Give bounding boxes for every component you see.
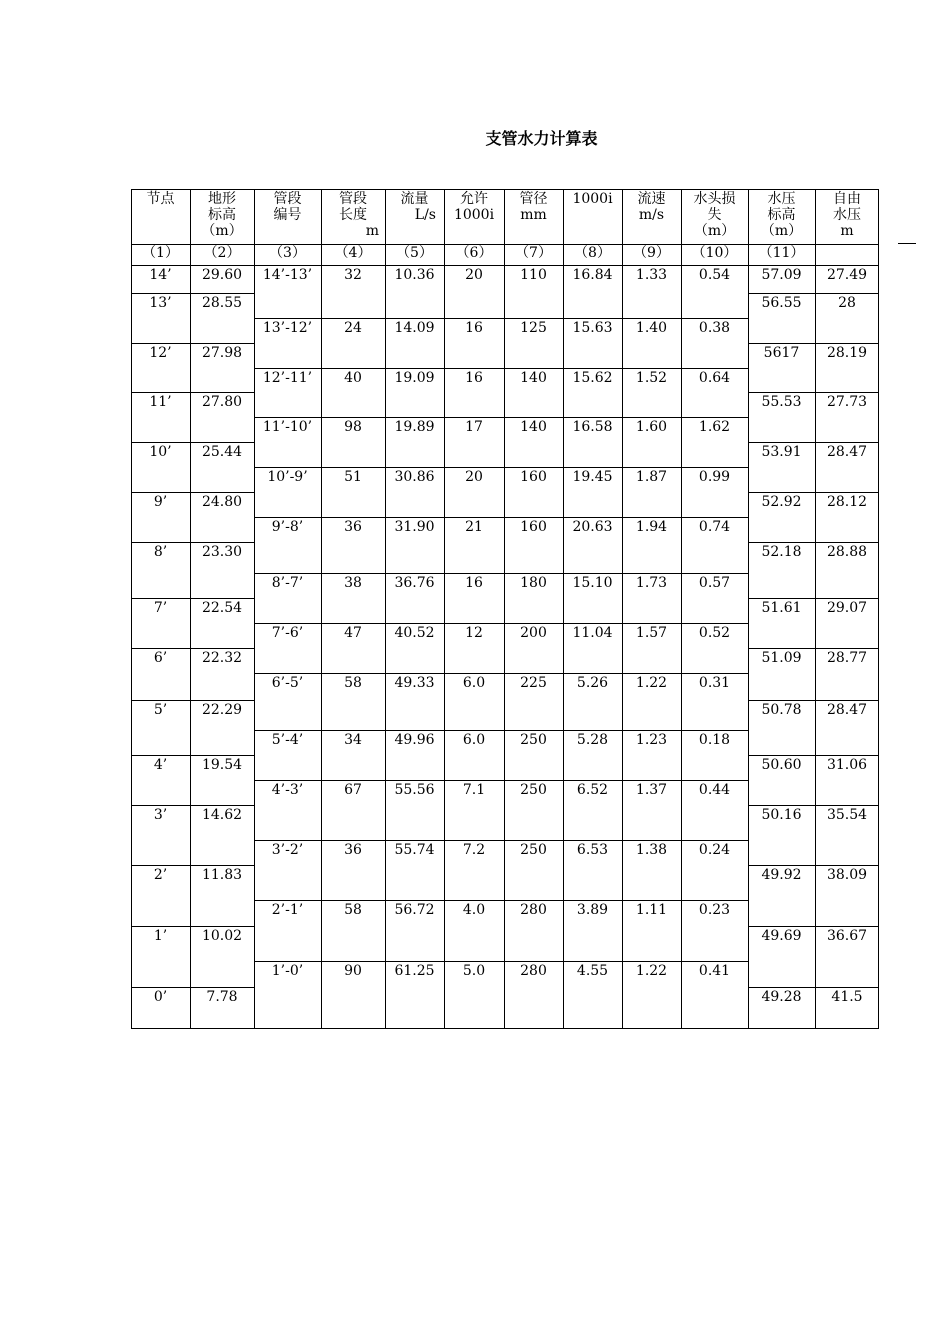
column-header-line: 节点: [146, 191, 175, 207]
column-number: （5）: [396, 245, 433, 261]
col-number-rule: [131, 265, 879, 266]
column-header-line: L/s: [414, 207, 436, 223]
pipe-diameter: 125: [520, 320, 547, 336]
column-header-line: 水头损: [693, 191, 736, 207]
column-number: （4）: [334, 245, 372, 261]
node-id: 12’: [149, 345, 172, 361]
column-header-line: 地形: [208, 191, 236, 207]
node-row-rule: [748, 865, 879, 866]
velocity: 1.40: [635, 320, 668, 336]
column-number: （8）: [574, 245, 611, 261]
segment-length: 36: [344, 842, 362, 858]
segment-id: 3’-2’: [271, 842, 304, 858]
ground-elevation: 14.62: [201, 807, 243, 823]
segment-length: 67: [344, 782, 362, 798]
velocity: 1.87: [635, 469, 668, 485]
node-id: 13’: [149, 295, 172, 311]
velocity: 1.37: [635, 782, 668, 798]
pipe-diameter: 280: [520, 963, 547, 979]
pipe-diameter: 280: [520, 902, 547, 918]
column-header: [815, 191, 879, 239]
segment-length: 47: [344, 625, 362, 641]
column-header-line: 1000i: [453, 207, 495, 223]
column-header-line: 长度: [339, 207, 367, 223]
node-id: 14’: [149, 267, 172, 283]
column-header: [321, 191, 385, 239]
1000i-value: 16.58: [572, 419, 613, 435]
node-row-rule: [131, 987, 254, 988]
hydraulic-table: [131, 189, 879, 1029]
allowed-1000i: 16: [465, 320, 483, 336]
node-id: 10’: [149, 444, 172, 460]
ground-elevation: 23.30: [201, 544, 243, 560]
node-row-rule: [748, 926, 879, 927]
segment-length: 58: [344, 675, 362, 691]
column-number: （2）: [203, 245, 241, 261]
segment-row-rule: [254, 780, 748, 781]
head-loss: 0.74: [698, 519, 731, 535]
ground-elevation: 27.98: [201, 345, 243, 361]
flow-rate: 19.09: [394, 370, 435, 386]
free-pressure: 29.07: [826, 600, 868, 616]
flow-rate: 19.89: [394, 419, 435, 435]
free-pressure: 27.49: [826, 267, 868, 283]
free-pressure: 31.06: [826, 757, 868, 773]
column-header-line: 流速: [637, 191, 666, 207]
free-pressure: 28.12: [826, 494, 868, 510]
flow-rate: 49.33: [394, 675, 435, 691]
node-id: 11’: [149, 394, 172, 410]
column-header-line: 失: [707, 207, 722, 223]
allowed-1000i: 7.1: [462, 782, 486, 798]
velocity: 1.52: [635, 370, 668, 386]
free-pressure: 28: [838, 295, 856, 311]
segment-row-rule: [254, 623, 748, 624]
segment-id: 11’-10’: [262, 419, 313, 435]
pipe-diameter: 250: [520, 732, 547, 748]
free-pressure: 28.88: [826, 544, 868, 560]
column-header-line: 编号: [273, 207, 302, 223]
node-row-rule: [748, 442, 879, 443]
column-header: [444, 191, 504, 223]
margin-dash: [898, 243, 916, 244]
pressure-head: 49.92: [761, 867, 802, 883]
pressure-head: 56.55: [761, 295, 802, 311]
segment-id: 6’-5’: [271, 675, 304, 691]
node-id: 8’: [153, 544, 168, 560]
column-header-line: mm: [520, 207, 547, 223]
head-loss: 0.18: [698, 732, 731, 748]
ground-elevation: 19.54: [201, 757, 243, 773]
node-row-rule: [131, 343, 254, 344]
free-pressure: 28.47: [826, 702, 868, 718]
pressure-head: 50.16: [761, 807, 802, 823]
velocity: 1.22: [635, 675, 668, 691]
velocity: 1.60: [635, 419, 668, 435]
column-number: （3）: [269, 245, 306, 261]
free-pressure: 28.19: [826, 345, 868, 361]
segment-length: 24: [344, 320, 362, 336]
ground-elevation: 27.80: [201, 394, 243, 410]
head-loss: 0.24: [698, 842, 731, 858]
page-title: 支管水力计算表: [485, 129, 598, 148]
node-row-rule: [748, 805, 879, 806]
node-row-rule: [131, 865, 254, 866]
pipe-diameter: 250: [520, 782, 547, 798]
allowed-1000i: 20: [465, 469, 483, 485]
node-row-rule: [131, 805, 254, 806]
ground-elevation: 10.02: [201, 928, 243, 944]
column-number: （1）: [142, 245, 179, 261]
node-id: 1’: [153, 928, 168, 944]
column-header: [254, 191, 321, 223]
column-header-line: 管径: [519, 191, 548, 207]
allowed-1000i: 6.0: [462, 675, 486, 691]
flow-rate: 49.96: [394, 732, 435, 748]
head-loss: 0.52: [698, 625, 731, 641]
1000i-value: 19.45: [572, 469, 613, 485]
ground-elevation: 28.55: [201, 295, 243, 311]
head-loss: 0.31: [698, 675, 731, 691]
flow-rate: 56.72: [394, 902, 435, 918]
segment-row-rule: [254, 467, 748, 468]
segment-length: 36: [344, 519, 362, 535]
segment-row-rule: [254, 573, 748, 574]
column-header: [748, 191, 815, 239]
pressure-head: 49.28: [761, 989, 802, 1005]
column-header: [190, 191, 254, 239]
ground-elevation: 24.80: [201, 494, 243, 510]
free-pressure: 41.5: [831, 989, 863, 1005]
pressure-head: 49.69: [761, 928, 802, 944]
node-row-rule: [131, 392, 254, 393]
segment-length: 34: [344, 732, 362, 748]
segment-id: 8’-7’: [271, 575, 304, 591]
free-pressure: 36.67: [826, 928, 868, 944]
column-header-line: （m）: [760, 223, 803, 239]
segment-length: 98: [344, 419, 362, 435]
head-loss: 0.41: [698, 963, 731, 979]
segment-id: 10’-9’: [267, 469, 308, 485]
node-row-rule: [131, 492, 254, 493]
segment-id: 2’-1’: [271, 902, 304, 918]
column-header-line: 管段: [273, 191, 302, 207]
velocity: 1.22: [635, 963, 668, 979]
column-header: [563, 191, 622, 207]
column-header-line: 标高: [767, 207, 796, 223]
segment-length: 40: [344, 370, 362, 386]
segment-id: 1’-0’: [271, 963, 304, 979]
segment-row-rule: [254, 961, 748, 962]
allowed-1000i: 21: [465, 519, 483, 535]
pressure-head: 5617: [763, 345, 800, 361]
segment-row-rule: [254, 517, 748, 518]
column-header-line: 流量: [400, 191, 429, 207]
column-header: [622, 191, 681, 223]
column-header-line: （m）: [693, 223, 736, 239]
column-header-line: 允许: [460, 191, 488, 207]
allowed-1000i: 12: [465, 625, 483, 641]
pipe-diameter: 140: [520, 370, 547, 386]
head-loss: 0.44: [698, 782, 731, 798]
pressure-head: 51.61: [761, 600, 802, 616]
segment-id: 7’-6’: [271, 625, 304, 641]
segment-length: 90: [344, 963, 362, 979]
segment-row-rule: [254, 368, 748, 369]
segment-id: 14’-13’: [262, 267, 313, 283]
column-header-line: 标高: [208, 207, 236, 223]
head-loss: 0.38: [698, 320, 731, 336]
column-header: [504, 191, 563, 223]
1000i-value: 5.28: [576, 732, 609, 748]
allowed-1000i: 7.2: [462, 842, 486, 858]
ground-elevation: 29.60: [201, 267, 243, 283]
node-id: 4’: [153, 757, 168, 773]
node-row-rule: [131, 598, 254, 599]
allowed-1000i: 16: [465, 575, 483, 591]
segment-row-rule: [254, 673, 748, 674]
segment-row-rule: [254, 730, 748, 731]
head-loss: 0.57: [698, 575, 731, 591]
pressure-head: 52.92: [761, 494, 802, 510]
column-header: [681, 191, 748, 239]
pipe-diameter: 110: [520, 267, 547, 283]
1000i-value: 3.89: [576, 902, 609, 918]
flow-rate: 31.90: [394, 519, 435, 535]
column-number: （9）: [633, 245, 670, 261]
ground-elevation: 7.78: [206, 989, 238, 1005]
column-number: （6）: [455, 245, 493, 261]
1000i-value: 4.55: [576, 963, 609, 979]
node-row-rule: [131, 755, 254, 756]
allowed-1000i: 17: [465, 419, 483, 435]
node-id: 5’: [153, 702, 168, 718]
table-border-top: [131, 189, 879, 190]
segment-id: 13’-12’: [262, 320, 313, 336]
free-pressure: 27.73: [826, 394, 868, 410]
ground-elevation: 25.44: [201, 444, 243, 460]
column-header-line: m: [365, 223, 379, 239]
free-pressure: 35.54: [826, 807, 868, 823]
segment-id: 4’-3’: [271, 782, 304, 798]
flow-rate: 14.09: [394, 320, 435, 336]
segment-length: 58: [344, 902, 362, 918]
1000i-value: 15.10: [572, 575, 613, 591]
node-row-rule: [748, 492, 879, 493]
1000i-value: 20.63: [572, 519, 613, 535]
node-id: 2’: [153, 867, 168, 883]
head-loss: 1.62: [698, 419, 731, 435]
node-row-rule: [748, 293, 879, 294]
velocity: 1.33: [635, 267, 668, 283]
column-header-line: 管段: [339, 191, 367, 207]
velocity: 1.73: [635, 575, 668, 591]
segment-id: 12’-11’: [262, 370, 313, 386]
allowed-1000i: 16: [465, 370, 483, 386]
node-row-rule: [131, 293, 254, 294]
column-header-line: 1000i: [572, 191, 613, 207]
flow-rate: 36.76: [394, 575, 435, 591]
segment-length: 38: [344, 575, 362, 591]
column-header-line: （m）: [201, 223, 243, 239]
segment-id: 5’-4’: [271, 732, 304, 748]
column-header-line: 水压: [767, 191, 796, 207]
node-row-rule: [748, 542, 879, 543]
node-row-rule: [131, 648, 254, 649]
allowed-1000i: 4.0: [462, 902, 486, 918]
ground-elevation: 22.32: [201, 650, 243, 666]
node-row-rule: [131, 442, 254, 443]
column-number: （11）: [758, 245, 805, 261]
column-header-line: m/s: [638, 207, 665, 223]
ground-elevation: 22.54: [201, 600, 243, 616]
node-row-rule: [748, 987, 879, 988]
velocity: 1.57: [635, 625, 668, 641]
1000i-value: 15.62: [572, 370, 613, 386]
node-id: 3’: [153, 807, 168, 823]
velocity: 1.11: [635, 902, 668, 918]
node-row-rule: [748, 755, 879, 756]
pressure-head: 53.91: [761, 444, 802, 460]
pipe-diameter: 225: [520, 675, 547, 691]
ground-elevation: 22.29: [201, 702, 243, 718]
free-pressure: 28.77: [826, 650, 868, 666]
flow-rate: 30.86: [394, 469, 435, 485]
flow-rate: 40.52: [394, 625, 435, 641]
table-border-bottom: [131, 1028, 879, 1029]
node-row-rule: [748, 700, 879, 701]
node-id: 7’: [153, 600, 168, 616]
flow-rate: 10.36: [394, 267, 435, 283]
node-row-rule: [748, 392, 879, 393]
pressure-head: 51.09: [761, 650, 802, 666]
flow-rate: 55.74: [394, 842, 435, 858]
column-number: （10）: [691, 245, 738, 261]
velocity: 1.23: [635, 732, 668, 748]
1000i-value: 6.52: [576, 782, 609, 798]
allowed-1000i: 5.0: [462, 963, 486, 979]
ground-elevation: 11.83: [201, 867, 243, 883]
pipe-diameter: 200: [520, 625, 547, 641]
pipe-diameter: 140: [520, 419, 547, 435]
column-header: [131, 191, 190, 207]
velocity: 1.38: [635, 842, 668, 858]
free-pressure: 38.09: [826, 867, 868, 883]
allowed-1000i: 6.0: [462, 732, 486, 748]
node-row-rule: [131, 926, 254, 927]
1000i-value: 11.04: [572, 625, 613, 641]
head-loss: 0.23: [698, 902, 731, 918]
pressure-head: 55.53: [761, 394, 802, 410]
head-loss: 0.99: [698, 469, 731, 485]
pressure-head: 50.78: [761, 702, 802, 718]
segment-row-rule: [254, 900, 748, 901]
segment-length: 51: [344, 469, 362, 485]
node-row-rule: [748, 343, 879, 344]
1000i-value: 15.63: [572, 320, 613, 336]
pressure-head: 52.18: [761, 544, 802, 560]
node-row-rule: [131, 700, 254, 701]
column-number: （7）: [515, 245, 552, 261]
pipe-diameter: 180: [520, 575, 547, 591]
pipe-diameter: 250: [520, 842, 547, 858]
node-id: 6’: [153, 650, 168, 666]
segment-row-rule: [254, 417, 748, 418]
node-row-rule: [131, 542, 254, 543]
free-pressure: 28.47: [826, 444, 868, 460]
pressure-head: 57.09: [761, 267, 802, 283]
1000i-value: 5.26: [576, 675, 609, 691]
head-loss: 0.64: [698, 370, 731, 386]
column-header-line: m: [840, 223, 854, 239]
segment-length: 32: [344, 267, 362, 283]
pressure-head: 50.60: [761, 757, 802, 773]
head-loss: 0.54: [698, 267, 731, 283]
node-row-rule: [748, 598, 879, 599]
pipe-diameter: 160: [520, 519, 547, 535]
node-row-rule: [748, 648, 879, 649]
velocity: 1.94: [635, 519, 668, 535]
1000i-value: 6.53: [576, 842, 609, 858]
segment-row-rule: [254, 318, 748, 319]
column-header: [385, 191, 444, 223]
segment-row-rule: [254, 840, 748, 841]
flow-rate: 61.25: [394, 963, 435, 979]
node-id: 0’: [153, 989, 168, 1005]
column-header-line: 水压: [833, 207, 861, 223]
node-id: 9’: [153, 494, 168, 510]
segment-id: 9’-8’: [271, 519, 304, 535]
flow-rate: 55.56: [394, 782, 435, 798]
pipe-diameter: 160: [520, 469, 547, 485]
1000i-value: 16.84: [572, 267, 613, 283]
column-header-line: 自由: [833, 191, 861, 207]
allowed-1000i: 20: [465, 267, 483, 283]
